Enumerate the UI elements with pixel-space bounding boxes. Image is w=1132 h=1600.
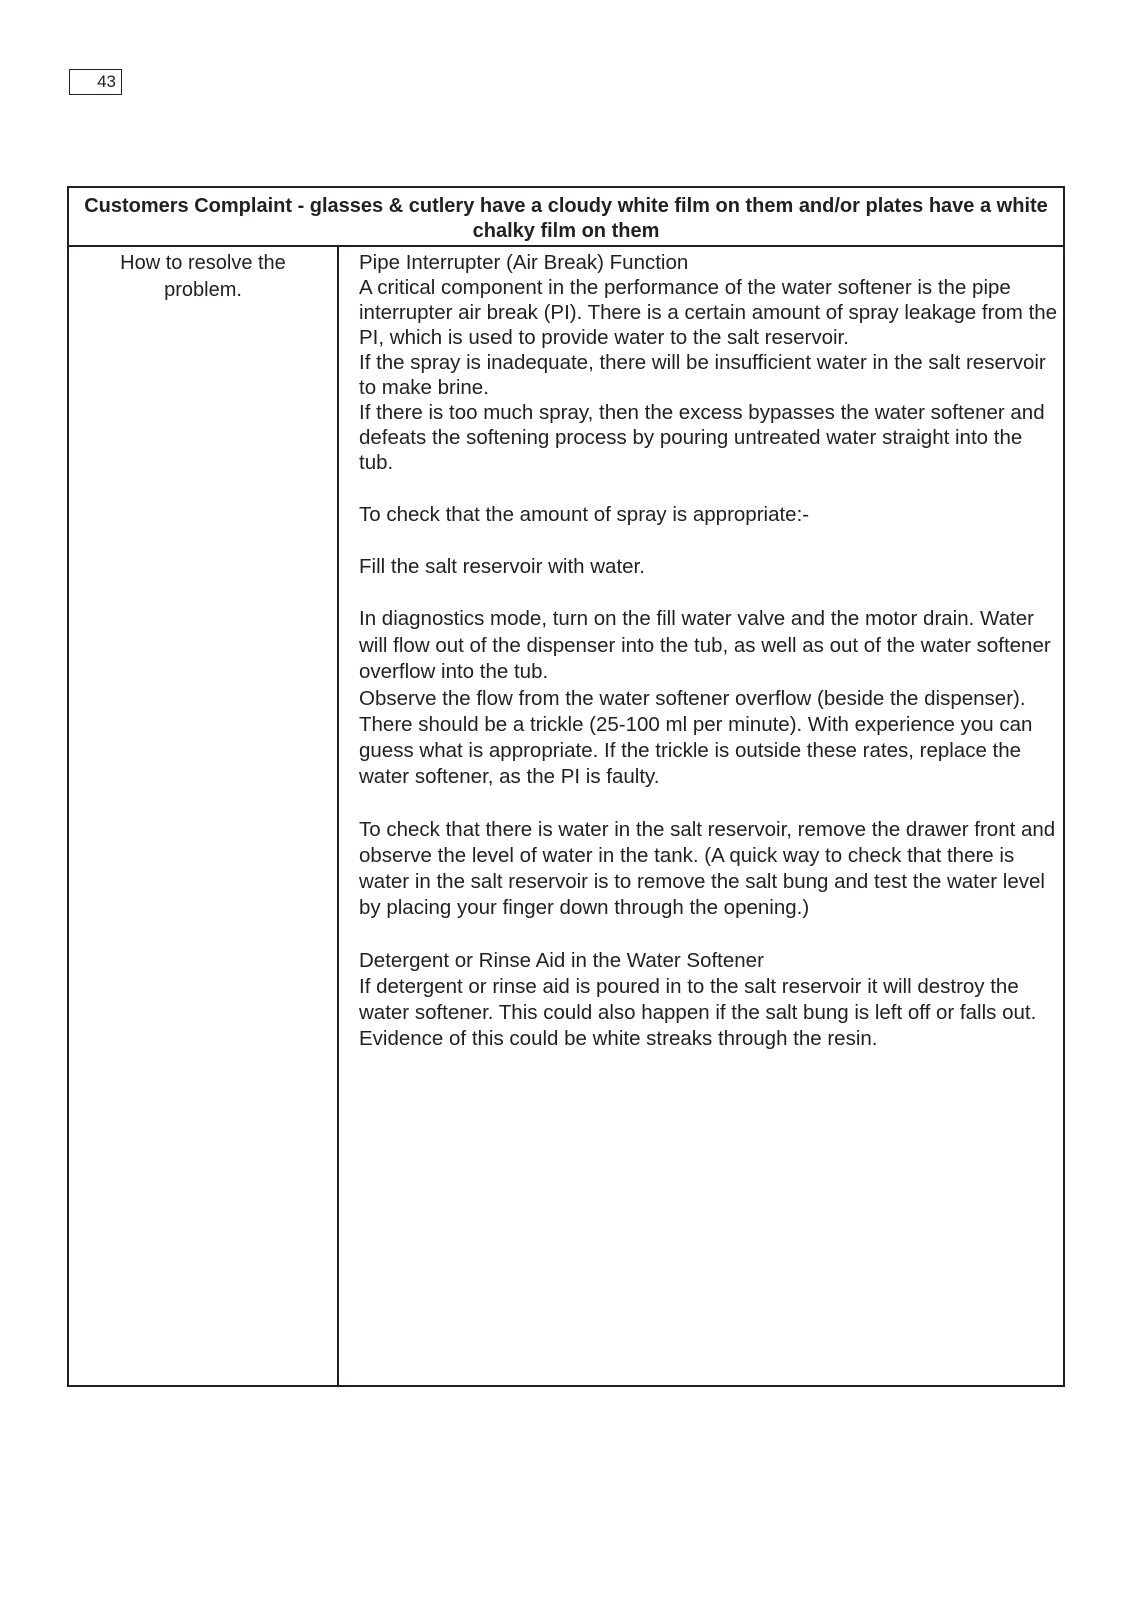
paragraph-diagnostics-mode: In diagnostics mode, turn on the fill water valve and the motor drain. Water will flow out of the dispenser into the tub, as well as out of the water softener overflow into the tub. bbox=[359, 607, 1051, 683]
paragraph-inadequate-spray: If the spray is inadequate, there will be insufficient water in the salt reservoir to make brine. bbox=[359, 351, 1046, 399]
troubleshooting-table bbox=[67, 186, 1065, 1387]
paragraph-observe-flow: Observe the flow from the water softener overflow (beside the dispenser). There should be a trickle (25-100 ml per minute). With experience you can guess what is appropriate. If the trickle is outside these rates, replace the water softener, as the PI is faulty. bbox=[359, 686, 1033, 788]
paragraph-detergent-damage: If detergent or rinse aid is poured in to the salt reservoir it will destroy the water softener. This could also happen if the salt bung is left off or falls out. Evidence of this could be white streaks through the resin. bbox=[359, 974, 1037, 1050]
paragraph-check-water-level: To check that there is water in the salt reservoir, remove the drawer front and observe the level of water in the tank. (A quick way to check that there is water in the salt reservoir is to remove the salt bung and test the water level by placing your finger down through the opening.) bbox=[359, 817, 1056, 919]
paragraph-excess-spray: If there is too much spray, then the excess bypasses the water softener and defeats the softening process by pouring untreated water straight into the tub. bbox=[359, 401, 1045, 474]
section-heading-pipe-interrupter: Pipe Interrupter (Air Break) Function bbox=[359, 251, 689, 274]
spacer bbox=[359, 527, 1059, 554]
spacer bbox=[359, 579, 1059, 606]
paragraph-check-spray: To check that the amount of spray is appropriate:- bbox=[359, 503, 810, 526]
resolution-content bbox=[359, 247, 1059, 1385]
paragraph-pi-description: A critical component in the performance of the water softener is the pipe interrupter air break (PI). There is a certain amount of spray leakage from the PI, which is used to provide water to the salt reservoir. bbox=[359, 276, 1058, 349]
spacer bbox=[359, 475, 1059, 502]
complaint-header: Customers Complaint - glasses & cutlery have a cloudy white film on them and/or plates have a white chalky film on them bbox=[69, 188, 1063, 247]
row-label: How to resolve the problem. bbox=[69, 247, 339, 1385]
table-body-row bbox=[69, 247, 1063, 1385]
paragraph-fill-reservoir: Fill the salt reservoir with water. bbox=[359, 555, 645, 578]
spacer bbox=[359, 921, 1059, 948]
page-number: 43 bbox=[69, 69, 122, 95]
spacer bbox=[359, 790, 1059, 817]
section-heading-detergent: Detergent or Rinse Aid in the Water Softener bbox=[359, 948, 764, 972]
